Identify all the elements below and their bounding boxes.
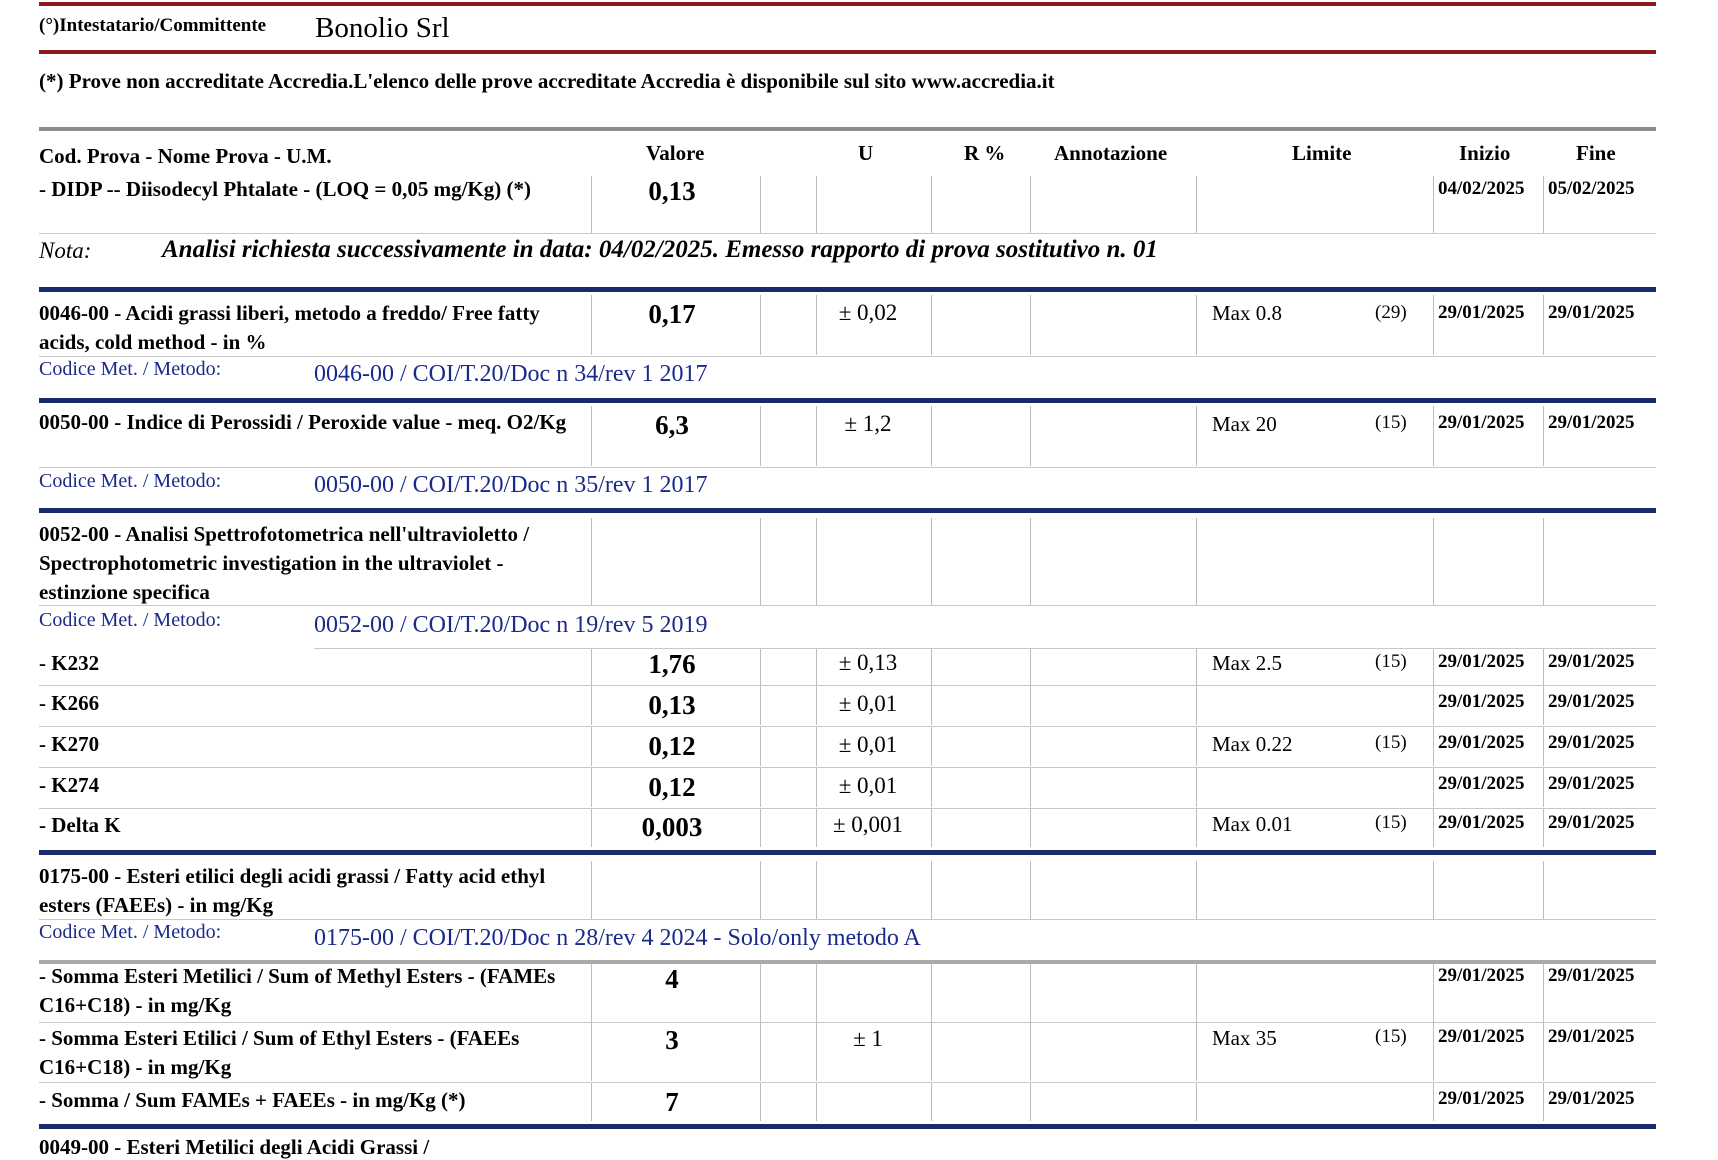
row-uncertainty: ± 1,2 xyxy=(844,411,892,436)
row-name: - Somma / Sum FAMEs + FAEEs - in mg/Kg (*) xyxy=(39,1088,466,1112)
row-start-date: 29/01/2025 xyxy=(1438,965,1525,986)
col-header-fine: Fine xyxy=(1576,141,1616,165)
row-name: - K274 xyxy=(39,773,100,797)
next-row-fragment: 0049-00 - Esteri Metilici degli Acidi Grassi / xyxy=(39,1135,430,1159)
section-rule xyxy=(39,398,1656,403)
row-end-date: 29/01/2025 xyxy=(1548,302,1635,323)
method-reference: 0050-00 / COI/T.20/Doc n 35/rev 1 2017 xyxy=(314,472,708,498)
method-label: Codice Met. / Metodo: xyxy=(39,470,222,492)
row-uncertainty: ± 0,01 xyxy=(838,773,898,798)
section-rule xyxy=(39,850,1656,855)
row-end-date: 29/01/2025 xyxy=(1548,773,1635,794)
row-name: 0052-00 - Analisi Spettrofotometrica nell'ultravioletto / Spectrophotometric investigation in the ultraviolet - estinzione specifica xyxy=(39,522,530,604)
row-value: 3 xyxy=(665,1025,679,1055)
row-end-date: 29/01/2025 xyxy=(1548,965,1635,986)
row-value: 6,3 xyxy=(655,410,689,440)
client-rule xyxy=(39,50,1656,54)
method-reference: 0175-00 / COI/T.20/Doc n 28/rev 4 2024 - Solo/only metodo A xyxy=(314,925,921,951)
row-start-date: 29/01/2025 xyxy=(1438,302,1525,323)
col-header-limite: Limite xyxy=(1292,141,1352,165)
row-limit-ref: (15) xyxy=(1375,1026,1407,1047)
note-label: Nota: xyxy=(39,238,92,263)
row-start-date: 29/01/2025 xyxy=(1438,812,1525,833)
method-label: Codice Met. / Metodo: xyxy=(39,921,222,943)
client-label: (°)Intestatario/Committente xyxy=(39,15,267,36)
row-start-date: 29/01/2025 xyxy=(1438,1026,1525,1047)
method-reference: 0046-00 / COI/T.20/Doc n 34/rev 1 2017 xyxy=(314,361,708,387)
row-start-date: 29/01/2025 xyxy=(1438,691,1525,712)
row-limit: Max 35 xyxy=(1212,1026,1277,1050)
row-value: 7 xyxy=(665,1087,679,1117)
row-uncertainty: ± 0,01 xyxy=(838,732,898,757)
row-uncertainty: ± 0,02 xyxy=(838,300,898,325)
row-limit: Max 0.01 xyxy=(1212,812,1293,836)
section-rule xyxy=(39,287,1656,292)
row-end-date: 05/02/2025 xyxy=(1548,178,1635,199)
row-start-date: 29/01/2025 xyxy=(1438,732,1525,753)
row-name: - K232 xyxy=(39,651,100,675)
row-name: 0175-00 - Esteri etilici degli acidi grassi / Fatty acid ethyl esters (FAEEs) - in mg/Kg xyxy=(39,864,546,917)
row-value: 0,13 xyxy=(648,690,696,720)
row-name: - Somma Esteri Etilici / Sum of Ethyl Esters - (FAEEs C16+C18) - in mg/Kg xyxy=(39,1026,520,1079)
row-value: 0,12 xyxy=(648,731,696,761)
row-start-date: 29/01/2025 xyxy=(1438,773,1525,794)
col-header-inizio: Inizio xyxy=(1459,141,1511,165)
section-rule xyxy=(39,1124,1656,1129)
row-end-date: 29/01/2025 xyxy=(1548,1026,1635,1047)
row-value: 0,13 xyxy=(648,176,696,206)
note-text: Analisi richiesta successivamente in data: 04/02/2025. Emesso rapporto di prova sostitutivo n. 01 xyxy=(162,236,1158,263)
row-end-date: 29/01/2025 xyxy=(1548,1088,1635,1109)
row-limit-ref: (15) xyxy=(1375,651,1407,672)
row-limit-ref: (15) xyxy=(1375,732,1407,753)
top-rule xyxy=(39,2,1656,6)
row-uncertainty: ± 0,13 xyxy=(838,650,898,675)
row-value: 0,12 xyxy=(648,772,696,802)
row-limit: Max 2.5 xyxy=(1212,651,1282,675)
row-value: 0,17 xyxy=(648,299,696,329)
row-value: 4 xyxy=(665,964,679,994)
row-uncertainty: ± 1 xyxy=(853,1026,883,1051)
table-top-rule xyxy=(39,127,1656,131)
row-name: 0050-00 - Indice di Perossidi / Peroxide value - meq. O2/Kg xyxy=(39,410,567,434)
row-limit: Max 0.22 xyxy=(1212,732,1293,756)
row-start-date: 29/01/2025 xyxy=(1438,1088,1525,1109)
row-limit-ref: (29) xyxy=(1375,302,1407,323)
row-start-date: 04/02/2025 xyxy=(1438,178,1525,199)
col-header-cod-prova: Cod. Prova - Nome Prova - U.M. xyxy=(39,144,332,168)
row-name: - DIDP -- Diisodecyl Phtalate - (LOQ = 0,05 mg/Kg) (*) xyxy=(39,177,531,201)
row-value: 0,003 xyxy=(641,812,703,842)
row-end-date: 29/01/2025 xyxy=(1548,732,1635,753)
row-limit-ref: (15) xyxy=(1375,812,1407,833)
row-name: - K270 xyxy=(39,732,100,756)
row-name: - K266 xyxy=(39,691,100,715)
client-name: Bonolio Srl xyxy=(315,12,450,44)
row-uncertainty: ± 0,01 xyxy=(838,691,898,716)
row-end-date: 29/01/2025 xyxy=(1548,691,1635,712)
row-limit: Max 20 xyxy=(1212,412,1277,436)
col-header-annotazione: Annotazione xyxy=(1054,141,1168,165)
row-end-date: 29/01/2025 xyxy=(1548,651,1635,672)
row-name: - Delta K xyxy=(39,813,121,837)
row-end-date: 29/01/2025 xyxy=(1548,412,1635,433)
accreditation-notice: (*) Prove non accreditate Accredia.L'elenco delle prove accreditate Accredia è disponibile sul sito www.accredia.it xyxy=(39,69,1055,93)
row-limit-ref: (15) xyxy=(1375,412,1407,433)
method-reference: 0052-00 / COI/T.20/Doc n 19/rev 5 2019 xyxy=(314,612,708,638)
row-name: - Somma Esteri Metilici / Sum of Methyl Esters - (FAMEs C16+C18) - in mg/Kg xyxy=(39,964,556,1017)
col-header-u: U xyxy=(858,141,874,165)
row-uncertainty: ± 0,001 xyxy=(832,812,904,837)
row-limit: Max 0.8 xyxy=(1212,301,1282,325)
row-start-date: 29/01/2025 xyxy=(1438,651,1525,672)
row-end-date: 29/01/2025 xyxy=(1548,812,1635,833)
method-label: Codice Met. / Metodo: xyxy=(39,358,222,380)
col-header-r: R % xyxy=(964,141,1006,165)
section-rule xyxy=(39,508,1656,513)
row-name: 0046-00 - Acidi grassi liberi, metodo a freddo/ Free fatty acids, cold method - in % xyxy=(39,301,540,354)
method-label: Codice Met. / Metodo: xyxy=(39,609,222,631)
row-start-date: 29/01/2025 xyxy=(1438,412,1525,433)
col-header-valore: Valore xyxy=(646,141,705,165)
row-value: 1,76 xyxy=(648,649,696,679)
